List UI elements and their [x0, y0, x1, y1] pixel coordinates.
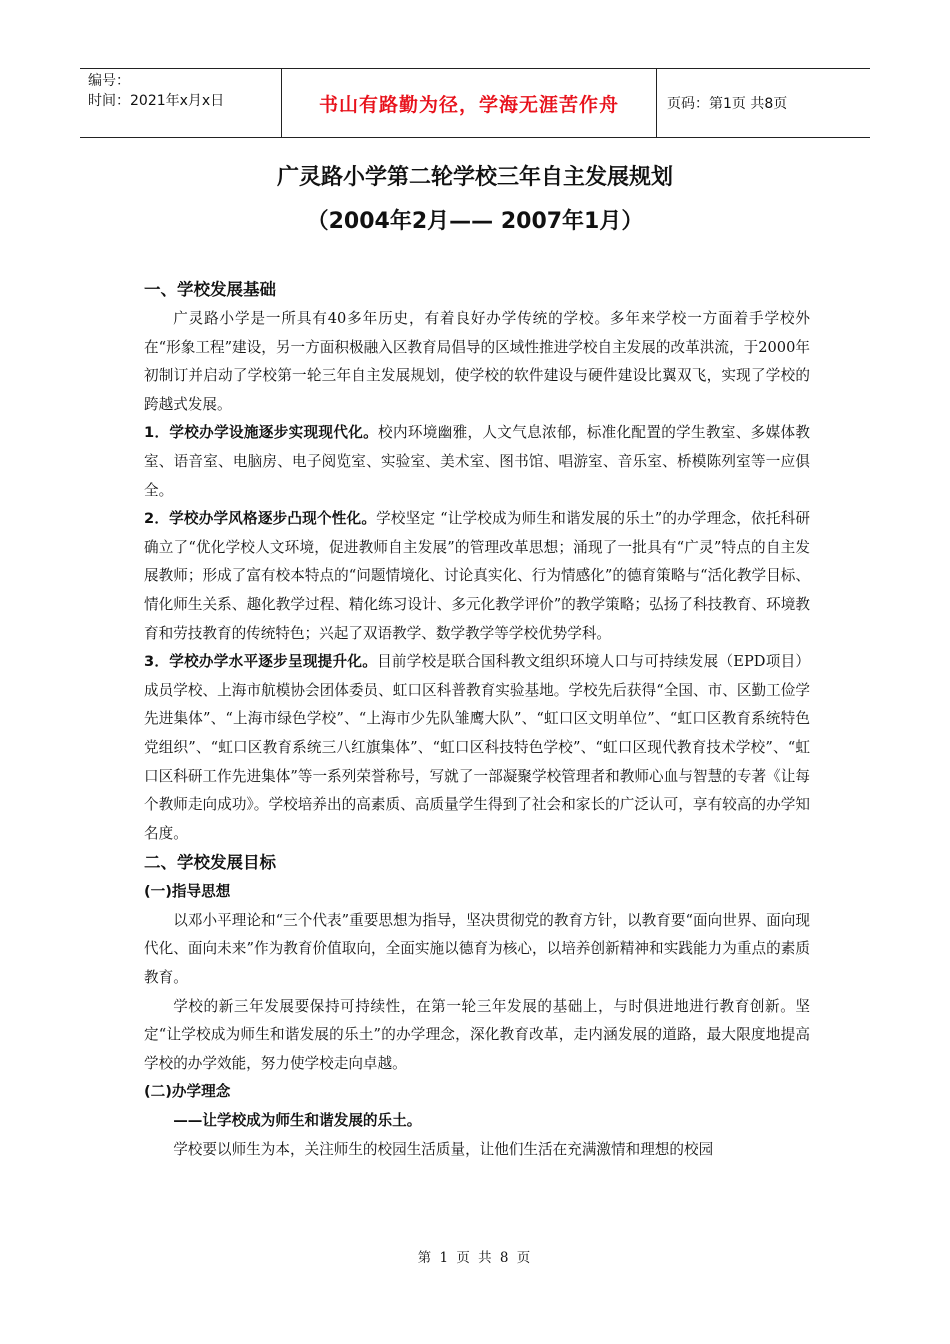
subsection-heading-2: (二)办学理念 [144, 1083, 231, 1101]
document-period: （2004年2月—— 2007年1月） [306, 209, 644, 234]
header-page-info: 页码：第1页 共8页 [667, 96, 788, 112]
item-1 [144, 419, 810, 505]
item-3-text: 目前学校是联合国科教文组织环境人口与可持续发展（EPD项目）成员学校、上海市航模协会团体委员、虹口区科普教育实验基地。学校先后获得“全国、市、区勤工俭学先进集体”、“上海市绿色学校”、“上海市少先队雏鹰大队”、“虹口区文明单位”、“虹口区教育系统特色党组织”、“虹口区教育系统三八红旗集体”、“虹口区科技特色学校”、“虹口区现代教育技术学校”、“虹口区科研工作先进集体”等一系列荣誉称号，写就了一部凝聚学校管理者和教师心血与智慧的专著《让每个教师走向成功》。学校培养出的高素质、高质量学生得到了社会和家长的广泛认可，享有较高的办学知名度。 [144, 653, 810, 842]
subsection2-motto: ——让学校成为师生和谐发展的乐土。 [173, 1112, 422, 1130]
document-body [144, 275, 810, 1164]
page-footer: 第 1 页 共 8 页 [417, 1250, 533, 1266]
number-label: 编号： [88, 73, 130, 89]
section-heading-2: 二、学校发展目标 [144, 853, 276, 873]
subsection2-paragraph-1: 学校要以师生为本，关注师生的校园生活质量，让他们生活在充满激情和理想的校园 [173, 1140, 714, 1158]
item-2 [144, 505, 810, 648]
subsection-heading-1: (一)指导思想 [144, 883, 231, 901]
item-3 [144, 648, 810, 848]
item-1-text: 校内环境幽雅，人文气息浓郁，标准化配置的学生教室、多媒体教室、语音室、电脑房、电子阅览室、实验室、美术室、图书馆、唱游室、音乐室、桥模陈列室等一应俱全。 [144, 424, 810, 499]
item-1-lead: 1．学校办学设施逐步实现现代化。 [144, 424, 379, 442]
subsection1-paragraph-1: 以邓小平理论和“三个代表”重要思想为指导，坚决贯彻党的教育方针，以教育要“面向世界、面向现代化、面向未来”作为教育价值取向，全面实施以德育为核心，以培养创新精神和实践能力为重点的素质教育。 [144, 911, 810, 987]
section1-intro: 广灵路小学是一所具有40多年历史，有着良好办学传统的学校。多年来学校一方面着手学校外在“形象工程”建设，另一方面积极融入区教育局倡导的区域性推进学校自主发展的改革洪流，于2000年初制订并启动了学校第一轮三年自主发展规划，使学校的软件建设与硬件建设比翼双飞，实现了学校的跨越式发展。 [144, 310, 810, 413]
item-3-lead: 3．学校办学水平逐步呈现提升化。 [144, 653, 378, 671]
document-header [80, 68, 870, 138]
item-2-lead: 2．学校办学风格逐步凸现个性化。 [144, 510, 377, 528]
subsection1-paragraph-2: 学校的新三年发展要保持可持续性，在第一轮三年发展的基础上，与时俱进地进行教育创新。坚定“让学校成为师生和谐发展的乐土”的办学理念，深化教育改革，走内涵发展的道路，最大限度地提高学校的办学效能，努力使学校走向卓越。 [144, 997, 810, 1072]
document-title: 广灵路小学第二轮学校三年自主发展规划 [276, 165, 673, 190]
header-meta [80, 69, 281, 137]
date-line: 时间：2021年x月x日 [88, 93, 225, 109]
section-heading-1: 一、学校发展基础 [144, 280, 276, 299]
header-motto: 书山有路勤为径，学海无涯苦作舟 [281, 69, 657, 137]
item-2-text: 学校坚定 “让学校成为师生和谐发展的乐土”的办学理念，依托科研确立了“优化学校人文环境，促进教师自主发展”的管理改革思想；涌现了一批具有“广灵”特点的自主发展教师；形成了富有校本特点的“问题情境化、讨论真实化、行为情感化”的德育策略与“活化教学目标、情化师生关系、趣化教学过程、精化练习设计、多元化教学评价”的教学策略；弘扬了科技教育、环境教育和劳技教育的传统特色；兴起了双语教学、数学教学等学校优势学科。 [144, 510, 810, 642]
